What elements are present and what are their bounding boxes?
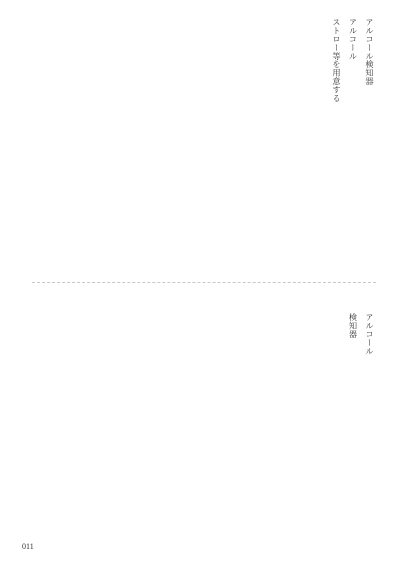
body-line: アルコール bbox=[348, 18, 359, 60]
body-line: 検知器 bbox=[348, 313, 359, 339]
top-text-column bbox=[32, 18, 376, 266]
body-line: ストロー等を用意する bbox=[332, 18, 342, 102]
section-divider bbox=[32, 282, 376, 283]
body-line: アルコール bbox=[365, 313, 375, 355]
page-number: 011 bbox=[22, 542, 34, 551]
bottom-text-column bbox=[32, 313, 376, 561]
body-line: アルコール検知器 bbox=[365, 18, 375, 86]
